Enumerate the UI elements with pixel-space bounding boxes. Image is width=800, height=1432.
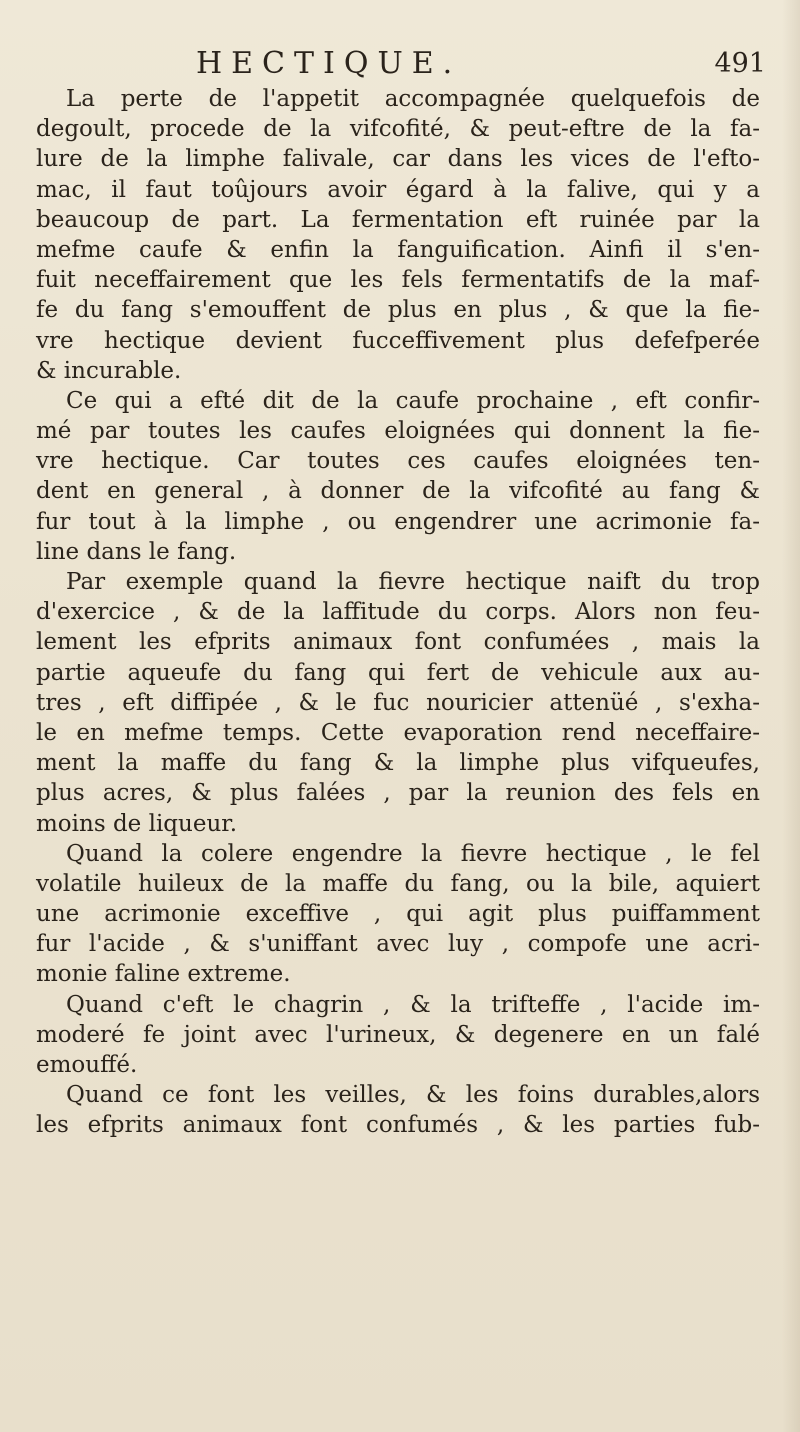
text-line: moins de liqueur.: [36, 810, 238, 837]
text-line: tres , eft diffipée , & le fuc nouricier attenüé , s'exha-: [36, 689, 760, 716]
text-line: monie faline extreme.: [36, 961, 291, 988]
text-line: le en mefme temps. Cette evaporation rend neceffaire-: [36, 719, 760, 746]
text-line: fur tout à la limphe , ou engendrer une acrimonie fa-: [36, 508, 760, 535]
text-line: dent en general , à donner de la vifcofité au fang &: [36, 478, 760, 505]
text-line: fuit neceffairement que les fels fermentatifs de la maf-: [36, 267, 760, 294]
text-line: mé par toutes les caufes eloignées qui donnent la fie-: [36, 418, 760, 445]
text-line: & incurable.: [36, 357, 182, 384]
text-line: mac, il faut toûjours avoir égard à la falive, qui y a: [36, 176, 760, 203]
text-line: degoult, procede de la vifcofité, & peut-eftre de la fa-: [36, 116, 760, 143]
text-line: mefme caufe & enfin la fanguification. Ainfi il s'en-: [36, 236, 760, 263]
text-line: vre hectique. Car toutes ces caufes eloignées ten-: [36, 448, 760, 475]
text-line: ment la maffe du fang & la limphe plus vifqueufes,: [36, 750, 760, 777]
text-line: partie aqueufe du fang qui fert de vehicule aux au-: [36, 659, 760, 686]
text-line: d'exercice , & de la laffitude du corps. Alors non feu-: [36, 599, 760, 626]
text-line: Quand ce font les veilles, & les foins durables,alors: [66, 1082, 760, 1109]
text-line: lement les efprits animaux font confumées , mais la: [36, 629, 760, 656]
text-line: lure de la limphe falivale, car dans les vices de l'efto-: [36, 146, 760, 173]
text-line: les efprits animaux font confumés , & les parties fub-: [36, 1112, 760, 1139]
text-line: line dans le fang.: [36, 538, 237, 565]
text-line: une acrimonie exceffive , qui agit plus puiffamment: [36, 901, 760, 928]
page-header: [196, 44, 766, 84]
running-title: HECTIQUE.: [196, 46, 462, 81]
text-line: emouffé.: [36, 1052, 138, 1078]
text-line: Quand la colere engendre la fievre hectique , le fel: [66, 840, 760, 867]
text-line: vre hectique devient fucceffivement plus defefperée: [36, 327, 760, 354]
text-line: fur l'acide , & s'uniffant avec luy , compofe une acri-: [36, 931, 760, 958]
body-text: [36, 84, 760, 1141]
text-line: La perte de l'appetit accompagnée quelquefois de: [66, 86, 760, 112]
text-line: Ce qui a efté dit de la caufe prochaine , eft confir-: [66, 387, 760, 414]
page-number: 491: [714, 48, 766, 79]
text-line: beaucoup de part. La fermentation eft ruinée par la: [36, 206, 760, 233]
text-line: moderé fe joint avec l'urineux, & degenere en un falé: [36, 1021, 760, 1048]
text-line: plus acres, & plus falées , par la reunion des fels en: [36, 780, 760, 807]
text-line: Quand c'eft le chagrin , & la trifteffe , l'acide im-: [66, 991, 760, 1018]
text-line: fe du fang s'emouffent de plus en plus , & que la fie-: [36, 297, 760, 324]
text-line: volatile huileux de la maffe du fang, ou la bile, aquiert: [36, 870, 760, 897]
text-line: Par exemple quand la fievre hectique naift du trop: [66, 569, 760, 595]
